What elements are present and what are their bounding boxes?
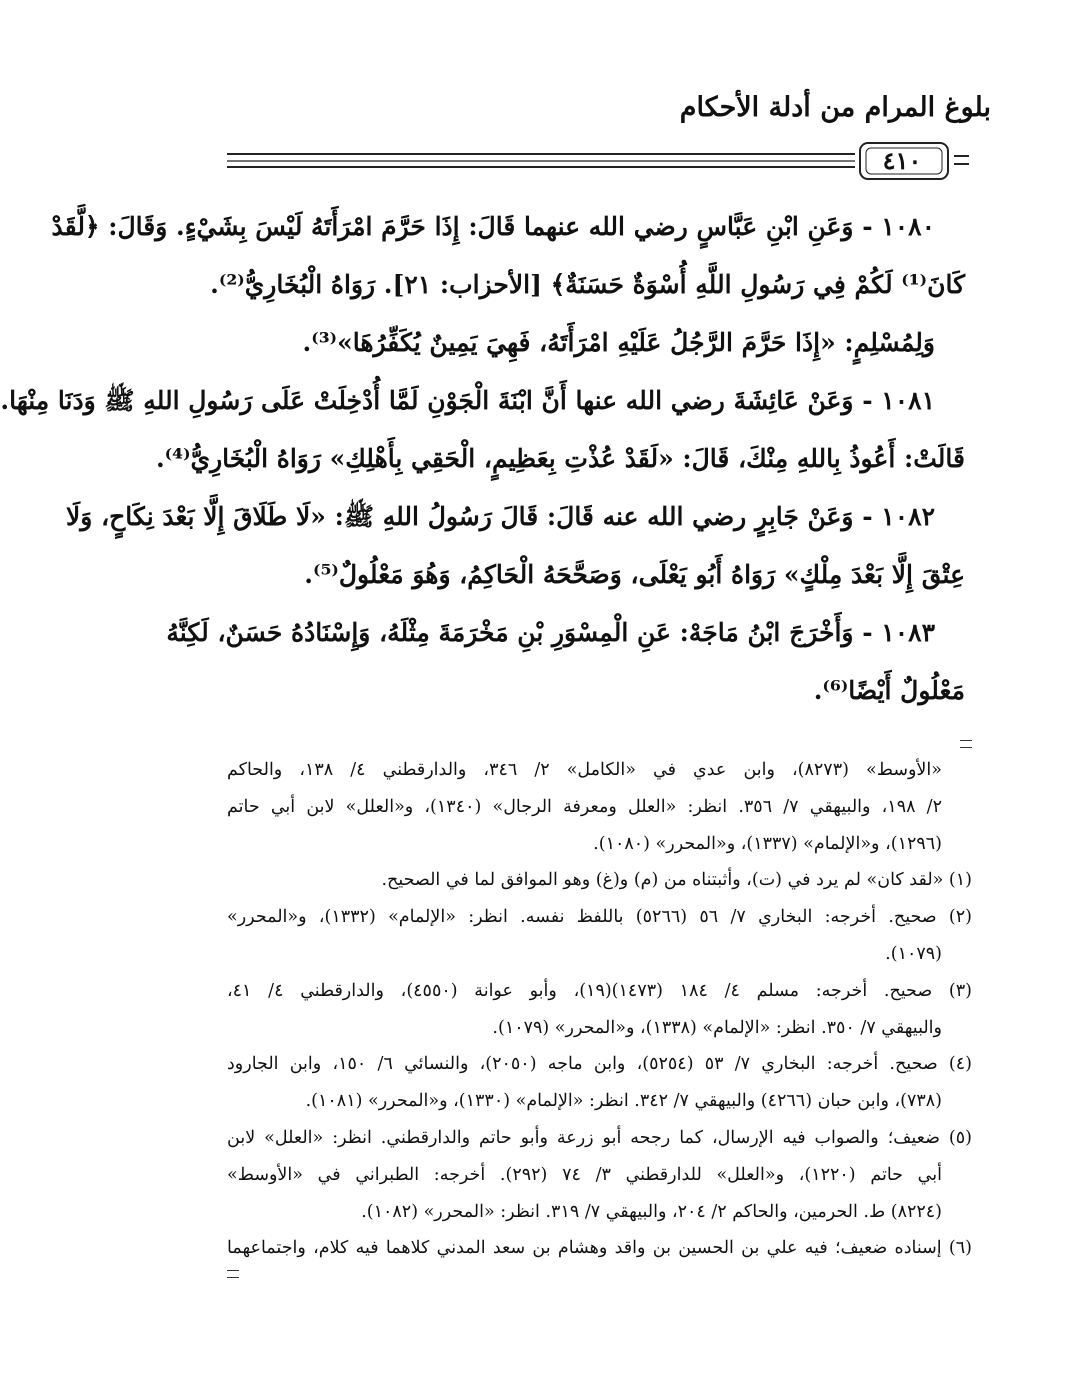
hadith-1083-line-1: ١٠٨٣ - وَأَخْرَجَ ابْنُ مَاجَهْ: عَنِ الْمِسْوَرِ بْنِ مَخْرَمَةَ مِثْلَهُ، وَإِسْنَادُهُ حَسَنٌ، لَكِنَّهُ (166, 618, 935, 647)
footnote-3 (227, 973, 972, 1047)
footnote-line: (١) «لقد كان» لم يرد في (ت)، وأثبتناه من (م) و(غ) وهو الموافق لما في الصحيح. (381, 870, 972, 890)
footnote-line: أبي حاتم (١٢٢٠)، و«العلل» للدارقطني ٣/ ٧٤ (٢٩٢). أخرجه: الطبراني في «الأوسط» (227, 1164, 942, 1185)
footnote-1 (227, 862, 972, 899)
page-number: ٤١٠ (882, 146, 922, 175)
footnote-line: (١٠٧٩). (885, 943, 942, 964)
hadith-1080-line-3: وَلِمُسْلِمٍ: «إِذَا حَرَّمَ الرَّجُلُ عَلَيْهِ امْرَأَتَهُ، فَهِيَ يَمِينٌ يُكَفِّرُهَا»⁽³⁾. (302, 328, 935, 357)
footnote-line: (٨٢٢٤) ط. الحرمين، والحاكم ٢/ ٢٠٤، والبيهقي ٧/ ٣١٩. انظر: «المحرر» (١٠٨٢). (361, 1201, 942, 1222)
hadith-1082-line-2: عِتْقَ إِلَّا بَعْدَ مِلْكٍ» رَوَاهُ أَبُو يَعْلَى، وَصَحَّحَهُ الْحَاكِمُ، وَهُوَ مَعْلُولٌ⁽⁵⁾. (304, 560, 965, 589)
hadith-text-body (0, 198, 965, 720)
header-rule (227, 140, 969, 182)
footnote-line: (٥) ضعيف؛ والصواب فيه الإرسال، كما رجحه أبو زرعة وأبو حاتم والدارقطني. انظر: «العلل» لابن (227, 1128, 972, 1148)
footnote-separator-bottom (227, 1270, 239, 1278)
hadith-1080-line-1: ١٠٨٠ - وَعَنِ ابْنِ عَبَّاسٍ رضي الله عنهما قَالَ: إِذَا حَرَّمَ امْرَأَتَهُ لَيْسَ بِشَيْءٍ. وَقَالَ: ﴿لَّقَدْ (51, 212, 935, 241)
hadith-1083-line-2: مَعْلُولٌ أَيْضًا⁽⁶⁾. (813, 676, 965, 705)
footnote-5 (227, 1120, 972, 1230)
hadith-1082-line-1: ١٠٨٢ - وَعَنْ جَابِرٍ رضي الله عنه قَالَ: قَالَ رَسُولُ اللهِ ﷺ: «لَا طَلَاقَ إِلَّا بَعْدَ نِكَاحٍ، وَلَا (66, 502, 935, 531)
footnote-line: (٤) صحيح. أخرجه: البخاري ٧/ ٥٣ (٥٢٥٤)، وابن ماجه (٢٠٥٠)، والنسائي ٦/ ١٥٠، وابن الجارود (227, 1054, 972, 1074)
footnote-2 (227, 899, 972, 973)
footnote-continuation (227, 752, 972, 862)
footnote-line: (٢) صحيح. أخرجه: البخاري ٧/ ٥٦ (٥٢٦٦) باللفظ نفسه. انظر: «الإلمام» (١٣٣٢)، و«المحرر» (227, 907, 972, 927)
footnote-6 (227, 1230, 972, 1267)
footnote-4 (227, 1046, 972, 1120)
header-rule-lines (227, 140, 969, 182)
hadith-1081-line-2: قَالَتْ: أَعُوذُ بِاللهِ مِنْكَ، قَالَ: «لَقَدْ عُذْتِ بِعَظِيمٍ، الْحَقِي بِأَهْلِكِ» رَوَاهُ الْبُخَارِيُّ⁽⁴⁾. (155, 444, 965, 473)
hadith-1081-line-1: ١٠٨١ - وَعَنْ عَائِشَةَ رضي الله عنها أَنَّ ابْنَةَ الْجَوْنِ لَمَّا أُدْخِلَتْ عَلَى رَسُولِ اللهِ ﷺ وَدَنَا مِنْهَا. (0, 386, 935, 415)
footnote-line: «الأوسط» (٨٢٧٣)، وابن عدي في «الكامل» ٢/ ٣٤٦، والدارقطني ٤/ ١٣٨، والحاكم (227, 760, 942, 780)
running-header-title: بلوغ المرام من أدلة الأحكام (679, 92, 991, 123)
footnote-line: ٢/ ١٩٨، والبيهقي ٧/ ٣٥٦. انظر: «العلل ومعرفة الرجال» (١٣٤٠)، و«العلل» لابن أبي حاتم (227, 796, 942, 817)
footnote-line: (٣) صحيح. أخرجه: مسلم ٤/ ١٨٤ (١٤٧٣)(١٩)، وأبو عوانة (٤٥٥٠)، والدارقطني ٤/ ٤١، (227, 981, 972, 1001)
footnote-line: (٦) إسناده ضعيف؛ فيه علي بن الحسين بن واقد وهشام بن سعد المدني كلاهما فيه كلام، واجتماعهما (227, 1238, 972, 1258)
footnote-separator-top (960, 740, 972, 748)
footnote-line: (٧٣٨)، وابن حبان (٤٢٦٦) والبيهقي ٧/ ٣٤٢. انظر: «الإلمام» (١٣٣٠)، و«المحرر» (١٠٨١). (305, 1090, 942, 1111)
hadith-1080-line-2: كَانَ⁽¹⁾ لَكُمْ فِي رَسُولِ اللَّهِ أُسْوَةٌ حَسَنَةٌ﴾ [الأحزاب: ٢١]. رَوَاهُ الْبُخَارِيُّ⁽²⁾. (210, 270, 965, 299)
footnote-line: والبيهقي ٧/ ٣٥٠. انظر: «الإلمام» (١٣٣٨)، و«المحرر» (١٠٧٩). (492, 1017, 942, 1038)
footnote-line: (١٢٩٦)، و«الإلمام» (١٣٣٧)، و«المحرر» (١٠٨٠). (593, 833, 942, 854)
